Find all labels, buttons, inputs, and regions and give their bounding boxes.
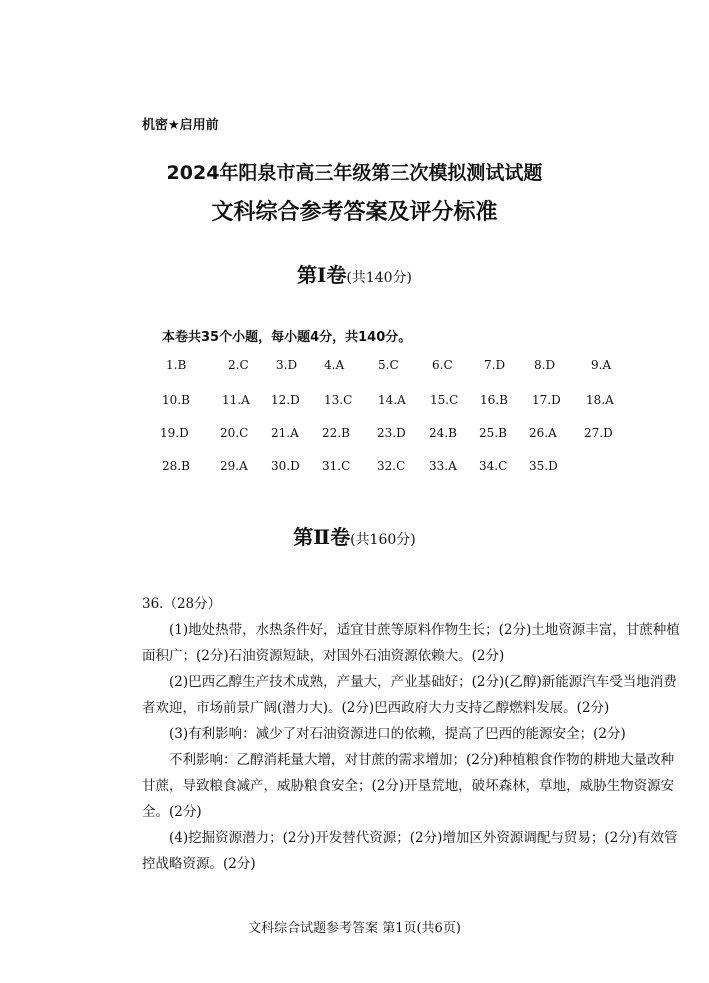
section1-note: 本卷共35个小题，每小题4分，共140分。 [162, 330, 412, 345]
answer-item: 22.B [322, 426, 350, 440]
document-title: 文科综合参考答案及评分标准 [211, 200, 498, 225]
answer-item: 10.B [162, 393, 190, 407]
answer-item: 27.D [584, 426, 613, 440]
answer-item: 29.A [220, 459, 248, 473]
answer-item: 30.D [271, 459, 300, 473]
answer-paragraph: 不利影响：乙醇消耗量大增，对甘蔗的需求增加；(2分)种植粮食作物的耕地大量改种甘蔗，导致粮食减产，威胁粮食安全；(2分)开垦荒地，破坏森林，草地，威胁生物资源安全。(2分) [142, 752, 675, 820]
answer-item: 12.D [271, 393, 300, 407]
answer-row-3 [0, 426, 709, 446]
answer-item: 8.D [534, 358, 556, 372]
answer-item: 5.C [378, 358, 399, 372]
answer-item: 16.B [480, 393, 508, 407]
answer-item: 13.C [324, 393, 353, 407]
answer-item: 7.D [484, 358, 506, 372]
answer-item: 24.B [429, 426, 457, 440]
page-footer: 文科综合试题参考答案 第1页(共6页) [248, 921, 461, 936]
answer-item: 2.C [228, 358, 249, 372]
answer-item: 26.A [529, 426, 557, 440]
exam-title: 2024年阳泉市高三年级第三次模拟测试试题 [166, 162, 543, 184]
answer-item: 23.D [377, 426, 406, 440]
answer-paragraph: (2)巴西乙醇生产技术成熟，产量大，产业基础好；(2分)(乙醇)新能源汽车受当地消费者欢迎，市场前景广阔(潜力大)。(2分)巴西政府大力支持乙醇燃料发展。(2分) [142, 674, 677, 716]
answer-row-2 [0, 393, 709, 413]
section2-title: 第Ⅱ卷 [293, 525, 351, 549]
answer-item: 31.C [322, 459, 351, 473]
answer-item: 20.C [220, 426, 249, 440]
question-heading: 36.（28分） [142, 596, 222, 612]
answer-item: 18.A [586, 393, 614, 407]
answer-item: 32.C [377, 459, 406, 473]
question-36 [142, 591, 682, 877]
answer-row-4 [0, 459, 709, 479]
section1-heading [0, 259, 709, 288]
answer-item: 35.D [529, 459, 558, 473]
answer-item: 19.D [160, 426, 189, 440]
answer-item: 11.A [222, 393, 250, 407]
answer-item: 17.D [532, 393, 561, 407]
answer-item: 1.B [166, 358, 187, 372]
section1-title: 第Ⅰ卷 [296, 263, 347, 287]
answer-item: 4.A [324, 358, 345, 372]
answer-item: 6.C [432, 358, 453, 372]
answer-item: 14.A [378, 393, 406, 407]
answer-item: 21.A [271, 426, 299, 440]
section2-subtitle: (共160分) [350, 532, 416, 548]
answer-item: 3.D [276, 358, 298, 372]
answer-item: 28.B [162, 459, 190, 473]
section1-subtitle: (共140分) [346, 270, 412, 286]
answer-paragraph: (3)有利影响：减少了对石油资源进口的依赖，提高了巴西的能源安全；(2分) [169, 726, 626, 742]
answer-item: 34.C [479, 459, 508, 473]
answer-item: 33.A [429, 459, 457, 473]
answer-paragraph: (4)挖掘资源潜力；(2分)开发替代资源；(2分)增加区外资源调配与贸易；(2分)有效管控战略资源。(2分) [142, 830, 678, 872]
section2-heading [0, 521, 709, 550]
answer-paragraph: (1)地处热带，水热条件好，适宜甘蔗等原料作物生长；(2分)土地资源丰富，甘蔗种植面积广；(2分)石油资源短缺，对国外石油资源依赖大。(2分) [142, 622, 680, 664]
answer-row-1 [0, 358, 709, 378]
confidential-label: 机密★启用前 [142, 118, 219, 133]
answer-item: 15.C [430, 393, 459, 407]
answer-item: 25.B [479, 426, 507, 440]
answer-item: 9.A [591, 358, 612, 372]
